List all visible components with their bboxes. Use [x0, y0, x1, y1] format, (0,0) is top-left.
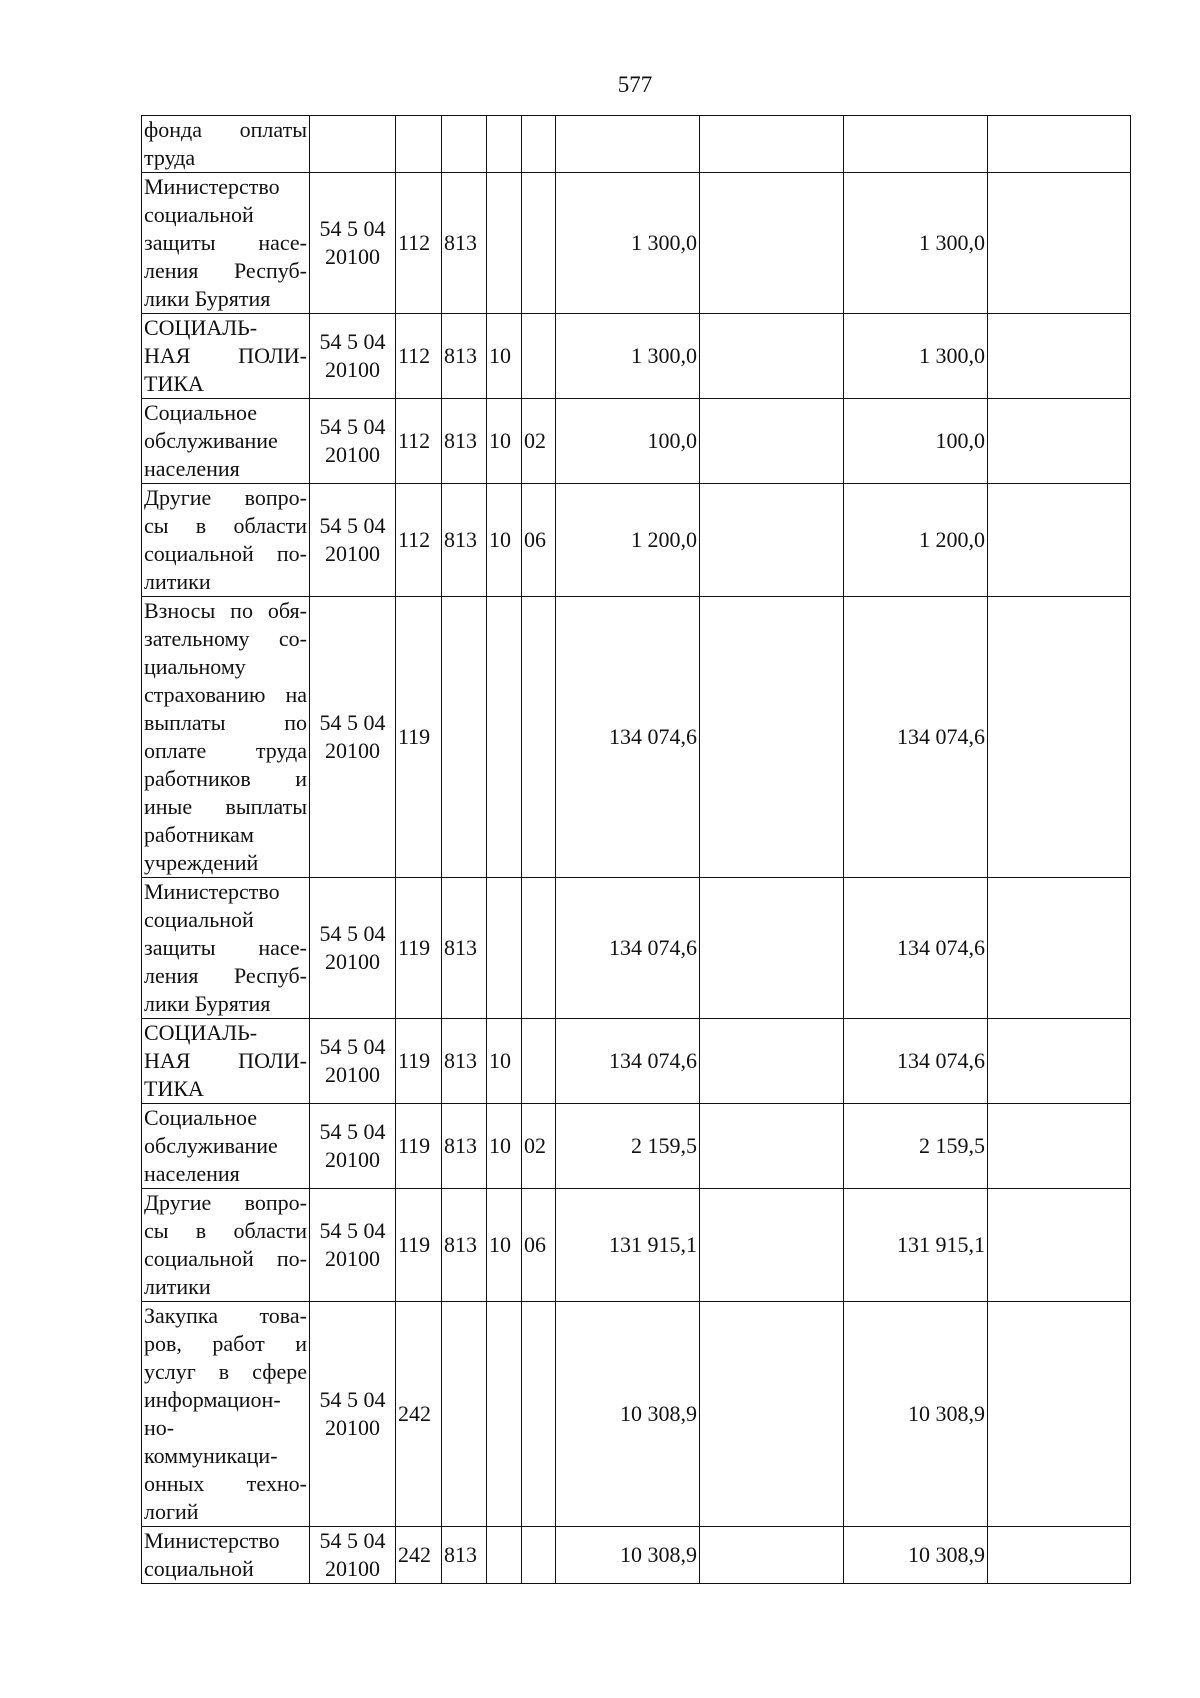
row-amount-year1: 10 308,9	[556, 1302, 700, 1527]
row-amount-year2	[700, 484, 844, 597]
row-name: СОЦИАЛЬ- НАЯ ПОЛИ- ТИКА	[142, 314, 310, 399]
row-amount-year3: 10 308,9	[844, 1302, 988, 1527]
row-vr-code	[396, 116, 442, 173]
row-amount-year3: 1 300,0	[844, 314, 988, 399]
row-rz-code	[487, 597, 522, 878]
budget-table	[141, 115, 1131, 1584]
row-pr-code	[522, 173, 556, 314]
table-row	[142, 1527, 1131, 1584]
row-amount-year3: 131 915,1	[844, 1189, 988, 1302]
row-name: фонда оплаты труда	[142, 116, 310, 173]
row-amount-year4	[988, 1019, 1131, 1104]
table-row	[142, 1104, 1131, 1189]
row-amount-year4	[988, 597, 1131, 878]
row-amount-year1: 134 074,6	[556, 878, 700, 1019]
row-csr-code: 54 5 04 20100	[310, 399, 396, 484]
row-vr-code: 119	[396, 1019, 442, 1104]
table-row	[142, 116, 1131, 173]
row-amount-year1: 1 200,0	[556, 484, 700, 597]
row-rz-code: 10	[487, 1019, 522, 1104]
row-amount-year3: 1 300,0	[844, 173, 988, 314]
row-grbs-code: 813	[442, 1019, 487, 1104]
row-amount-year2	[700, 314, 844, 399]
row-rz-code	[487, 1527, 522, 1584]
table-row	[142, 314, 1131, 399]
row-name: Министерство социальной защиты насе- ления Респуб- лики Бурятия	[142, 173, 310, 314]
row-name: Взносы по обя- зательному со- циальному страхованию на выплаты по оплате труда работников и иные выплаты работникам учреждений	[142, 597, 310, 878]
row-amount-year4	[988, 116, 1131, 173]
row-amount-year3: 100,0	[844, 399, 988, 484]
row-csr-code: 54 5 04 20100	[310, 597, 396, 878]
row-amount-year2	[700, 597, 844, 878]
row-csr-code: 54 5 04 20100	[310, 173, 396, 314]
row-csr-code: 54 5 04 20100	[310, 1019, 396, 1104]
row-rz-code	[487, 878, 522, 1019]
row-name: Министерство социальной	[142, 1527, 310, 1584]
row-pr-code	[522, 1527, 556, 1584]
row-amount-year2	[700, 1104, 844, 1189]
row-rz-code: 10	[487, 1189, 522, 1302]
row-csr-code: 54 5 04 20100	[310, 1302, 396, 1527]
row-amount-year4	[988, 314, 1131, 399]
row-rz-code	[487, 1302, 522, 1527]
row-pr-code	[522, 878, 556, 1019]
row-rz-code	[487, 116, 522, 173]
row-csr-code: 54 5 04 20100	[310, 314, 396, 399]
row-amount-year3: 2 159,5	[844, 1104, 988, 1189]
row-amount-year4	[988, 1527, 1131, 1584]
row-csr-code: 54 5 04 20100	[310, 1527, 396, 1584]
row-name: Министерство социальной защиты насе- ления Респуб- лики Бурятия	[142, 878, 310, 1019]
table-row	[142, 1189, 1131, 1302]
row-rz-code: 10	[487, 314, 522, 399]
row-csr-code: 54 5 04 20100	[310, 484, 396, 597]
row-name: СОЦИАЛЬ- НАЯ ПОЛИ- ТИКА	[142, 1019, 310, 1104]
row-grbs-code	[442, 597, 487, 878]
row-amount-year2	[700, 1302, 844, 1527]
row-vr-code: 112	[396, 173, 442, 314]
row-pr-code	[522, 597, 556, 878]
row-amount-year1: 100,0	[556, 399, 700, 484]
row-vr-code: 242	[396, 1302, 442, 1527]
row-pr-code: 06	[522, 484, 556, 597]
row-csr-code: 54 5 04 20100	[310, 1104, 396, 1189]
table-row	[142, 484, 1131, 597]
row-amount-year3: 134 074,6	[844, 878, 988, 1019]
row-vr-code: 119	[396, 1104, 442, 1189]
row-grbs-code	[442, 116, 487, 173]
row-amount-year1: 1 300,0	[556, 173, 700, 314]
row-amount-year1: 2 159,5	[556, 1104, 700, 1189]
row-amount-year2	[700, 1189, 844, 1302]
row-amount-year4	[988, 484, 1131, 597]
row-csr-code: 54 5 04 20100	[310, 878, 396, 1019]
row-amount-year3: 1 200,0	[844, 484, 988, 597]
row-amount-year2	[700, 173, 844, 314]
row-amount-year1: 131 915,1	[556, 1189, 700, 1302]
row-grbs-code: 813	[442, 1104, 487, 1189]
row-vr-code: 112	[396, 314, 442, 399]
row-grbs-code: 813	[442, 1527, 487, 1584]
table-row	[142, 399, 1131, 484]
row-grbs-code: 813	[442, 484, 487, 597]
row-vr-code: 119	[396, 1189, 442, 1302]
table-row	[142, 878, 1131, 1019]
table-row	[142, 1302, 1131, 1527]
row-pr-code	[522, 1019, 556, 1104]
row-grbs-code: 813	[442, 878, 487, 1019]
row-amount-year3: 10 308,9	[844, 1527, 988, 1584]
table-row	[142, 1019, 1131, 1104]
row-rz-code: 10	[487, 484, 522, 597]
row-pr-code	[522, 116, 556, 173]
row-grbs-code: 813	[442, 314, 487, 399]
row-name: Социальное обслуживание населения	[142, 1104, 310, 1189]
row-grbs-code: 813	[442, 1189, 487, 1302]
row-amount-year1	[556, 116, 700, 173]
row-name: Другие вопро- сы в области социальной по- литики	[142, 1189, 310, 1302]
row-amount-year3	[844, 116, 988, 173]
row-vr-code: 242	[396, 1527, 442, 1584]
table-row	[142, 173, 1131, 314]
row-name: Закупка това- ров, работ и услуг в сфере информацион- но- коммуникаци- онных техно- логий	[142, 1302, 310, 1527]
row-grbs-code: 813	[442, 399, 487, 484]
row-amount-year4	[988, 173, 1131, 314]
row-amount-year1: 134 074,6	[556, 1019, 700, 1104]
row-amount-year2	[700, 399, 844, 484]
row-grbs-code	[442, 1302, 487, 1527]
row-vr-code: 119	[396, 597, 442, 878]
row-vr-code: 112	[396, 399, 442, 484]
row-rz-code: 10	[487, 1104, 522, 1189]
row-pr-code: 06	[522, 1189, 556, 1302]
row-pr-code: 02	[522, 399, 556, 484]
row-amount-year4	[988, 1302, 1131, 1527]
row-amount-year3: 134 074,6	[844, 597, 988, 878]
row-csr-code	[310, 116, 396, 173]
row-amount-year3: 134 074,6	[844, 1019, 988, 1104]
page-number: 577	[617, 72, 653, 97]
row-amount-year4	[988, 1104, 1131, 1189]
row-amount-year2	[700, 878, 844, 1019]
row-vr-code: 119	[396, 878, 442, 1019]
row-rz-code: 10	[487, 399, 522, 484]
row-vr-code: 112	[396, 484, 442, 597]
row-pr-code	[522, 314, 556, 399]
row-amount-year4	[988, 1189, 1131, 1302]
row-amount-year1: 134 074,6	[556, 597, 700, 878]
table-row	[142, 597, 1131, 878]
row-amount-year2	[700, 1527, 844, 1584]
row-amount-year1: 1 300,0	[556, 314, 700, 399]
row-rz-code	[487, 173, 522, 314]
row-grbs-code: 813	[442, 173, 487, 314]
row-pr-code: 02	[522, 1104, 556, 1189]
row-amount-year4	[988, 878, 1131, 1019]
row-csr-code: 54 5 04 20100	[310, 1189, 396, 1302]
row-name: Другие вопро- сы в области социальной по- литики	[142, 484, 310, 597]
row-amount-year1: 10 308,9	[556, 1527, 700, 1584]
row-amount-year2	[700, 1019, 844, 1104]
row-name: Социальное обслуживание населения	[142, 399, 310, 484]
row-pr-code	[522, 1302, 556, 1527]
row-amount-year4	[988, 399, 1131, 484]
row-amount-year2	[700, 116, 844, 173]
